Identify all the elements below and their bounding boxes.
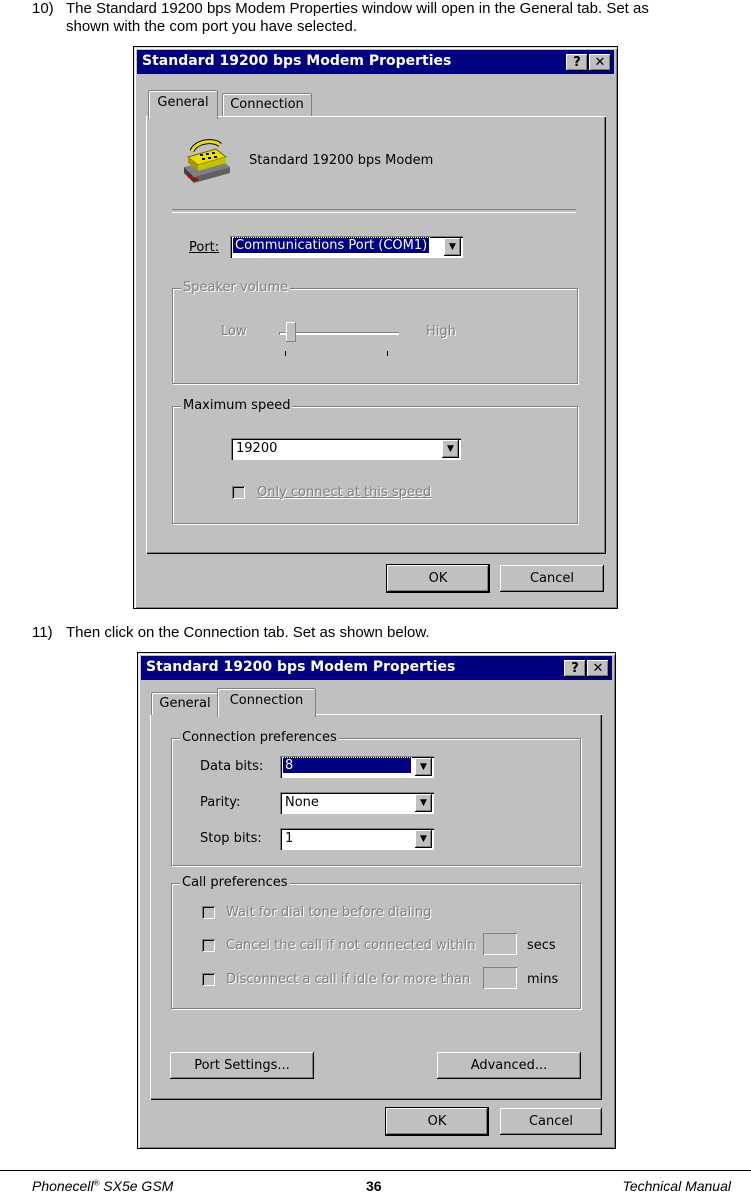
wait-dial-tone-checkbox[interactable]	[202, 906, 215, 919]
secs-label: secs	[527, 938, 556, 953]
separator	[172, 209, 576, 213]
speed-select[interactable]	[231, 438, 461, 460]
stop-bits-label: Stop bits:	[200, 831, 262, 846]
wait-dial-tone-label: Wait for dial tone before dialing	[226, 905, 432, 920]
cancel-call-label: Cancel the call if not connected within	[226, 938, 476, 953]
tab-general[interactable]: General	[151, 692, 219, 715]
cancel-button[interactable]: Cancel	[500, 1108, 602, 1135]
volume-tick-min	[285, 351, 286, 356]
data-bits-select[interactable]	[280, 756, 434, 778]
volume-low-label: Low	[221, 324, 247, 339]
data-bits-label: Data bits:	[200, 759, 264, 774]
dialog-title: Standard 19200 bps Modem Properties	[142, 53, 452, 69]
cancel-button[interactable]: Cancel	[500, 565, 604, 592]
cancel-call-checkbox[interactable]	[202, 939, 215, 952]
parity-value: None	[285, 795, 319, 810]
volume-high-label: High	[426, 324, 456, 339]
parity-label: Parity:	[200, 795, 241, 810]
port-select[interactable]	[230, 236, 463, 258]
stop-bits-value: 1	[285, 831, 294, 846]
maximum-speed-legend: Maximum speed	[183, 398, 291, 413]
port-value: Communications Port (COM1)	[235, 238, 428, 253]
step-text: Then click on the Connection tab. Set as shown below.	[66, 624, 430, 641]
page-number: 36	[366, 1178, 382, 1194]
ok-button[interactable]: OK	[387, 565, 489, 592]
data-bits-value: 8	[283, 758, 411, 773]
step-11	[32, 624, 732, 644]
volume-tick-max	[387, 351, 388, 356]
step-text-line1: The Standard 19200 bps Modem Properties window will open in the General tab. Set as	[66, 0, 649, 17]
phone-icon	[178, 139, 236, 185]
parity-select[interactable]	[280, 792, 434, 814]
footer-product	[32, 1178, 173, 1194]
step-text-line2: shown with the com port you have selected.	[66, 18, 357, 35]
step-10	[32, 0, 732, 40]
footer-manual: Technical Manual	[622, 1178, 731, 1194]
chevron-down-icon[interactable]: ▼	[444, 238, 461, 256]
product-name: Phonecell	[32, 1178, 94, 1194]
modem-properties-dialog-general	[133, 46, 618, 609]
chevron-down-icon[interactable]: ▼	[415, 830, 432, 848]
product-model: SX5e GSM	[99, 1178, 174, 1194]
disconnect-idle-label: Disconnect a call if idle for more than	[226, 972, 471, 987]
connection-preferences-legend: Connection preferences	[182, 730, 337, 745]
tab-connection[interactable]: Connection	[217, 688, 316, 717]
help-button[interactable]: ?	[564, 660, 586, 677]
modem-name: Standard 19200 bps Modem	[249, 153, 434, 168]
volume-slider-track	[279, 332, 399, 335]
advanced-button[interactable]: Advanced...	[437, 1052, 581, 1079]
port-settings-button[interactable]: Port Settings...	[170, 1052, 314, 1079]
mins-label: mins	[527, 972, 559, 987]
stop-bits-select[interactable]	[280, 828, 434, 850]
speed-value: 19200	[236, 441, 278, 456]
dialog-title: Standard 19200 bps Modem Properties	[146, 659, 456, 675]
only-connect-label: Only connect at this speed	[257, 485, 432, 500]
speaker-volume-group	[172, 280, 578, 384]
only-connect-checkbox[interactable]	[232, 486, 245, 499]
speaker-volume-legend: Speaker volume	[183, 280, 289, 295]
connection-preferences-group	[171, 730, 581, 866]
tab-connection[interactable]: Connection	[222, 93, 312, 116]
ok-button[interactable]: OK	[386, 1108, 488, 1135]
page-footer	[0, 1170, 751, 1194]
volume-slider-thumb[interactable]	[286, 322, 296, 342]
call-preferences-legend: Call preferences	[182, 875, 288, 890]
call-preferences-group	[171, 875, 581, 1009]
cancel-call-seconds-field[interactable]	[483, 933, 517, 955]
disconnect-idle-minutes-field[interactable]	[483, 967, 517, 989]
title-bar	[137, 50, 614, 74]
disconnect-idle-checkbox[interactable]	[202, 973, 215, 986]
modem-properties-dialog-connection	[137, 652, 616, 1149]
close-button[interactable]: ✕	[587, 660, 609, 677]
tab-general[interactable]: General	[148, 90, 218, 119]
help-button[interactable]: ?	[566, 54, 588, 71]
close-button[interactable]: ✕	[589, 54, 611, 71]
chevron-down-icon[interactable]: ▼	[415, 794, 432, 812]
registered-mark: ®	[93, 1178, 100, 1188]
port-label: Port:	[189, 240, 220, 255]
title-bar	[141, 656, 612, 680]
maximum-speed-group	[172, 398, 578, 524]
step-number: 11)	[32, 624, 53, 641]
step-number: 10)	[32, 0, 54, 17]
chevron-down-icon[interactable]: ▼	[415, 758, 432, 776]
chevron-down-icon[interactable]: ▼	[442, 440, 459, 458]
